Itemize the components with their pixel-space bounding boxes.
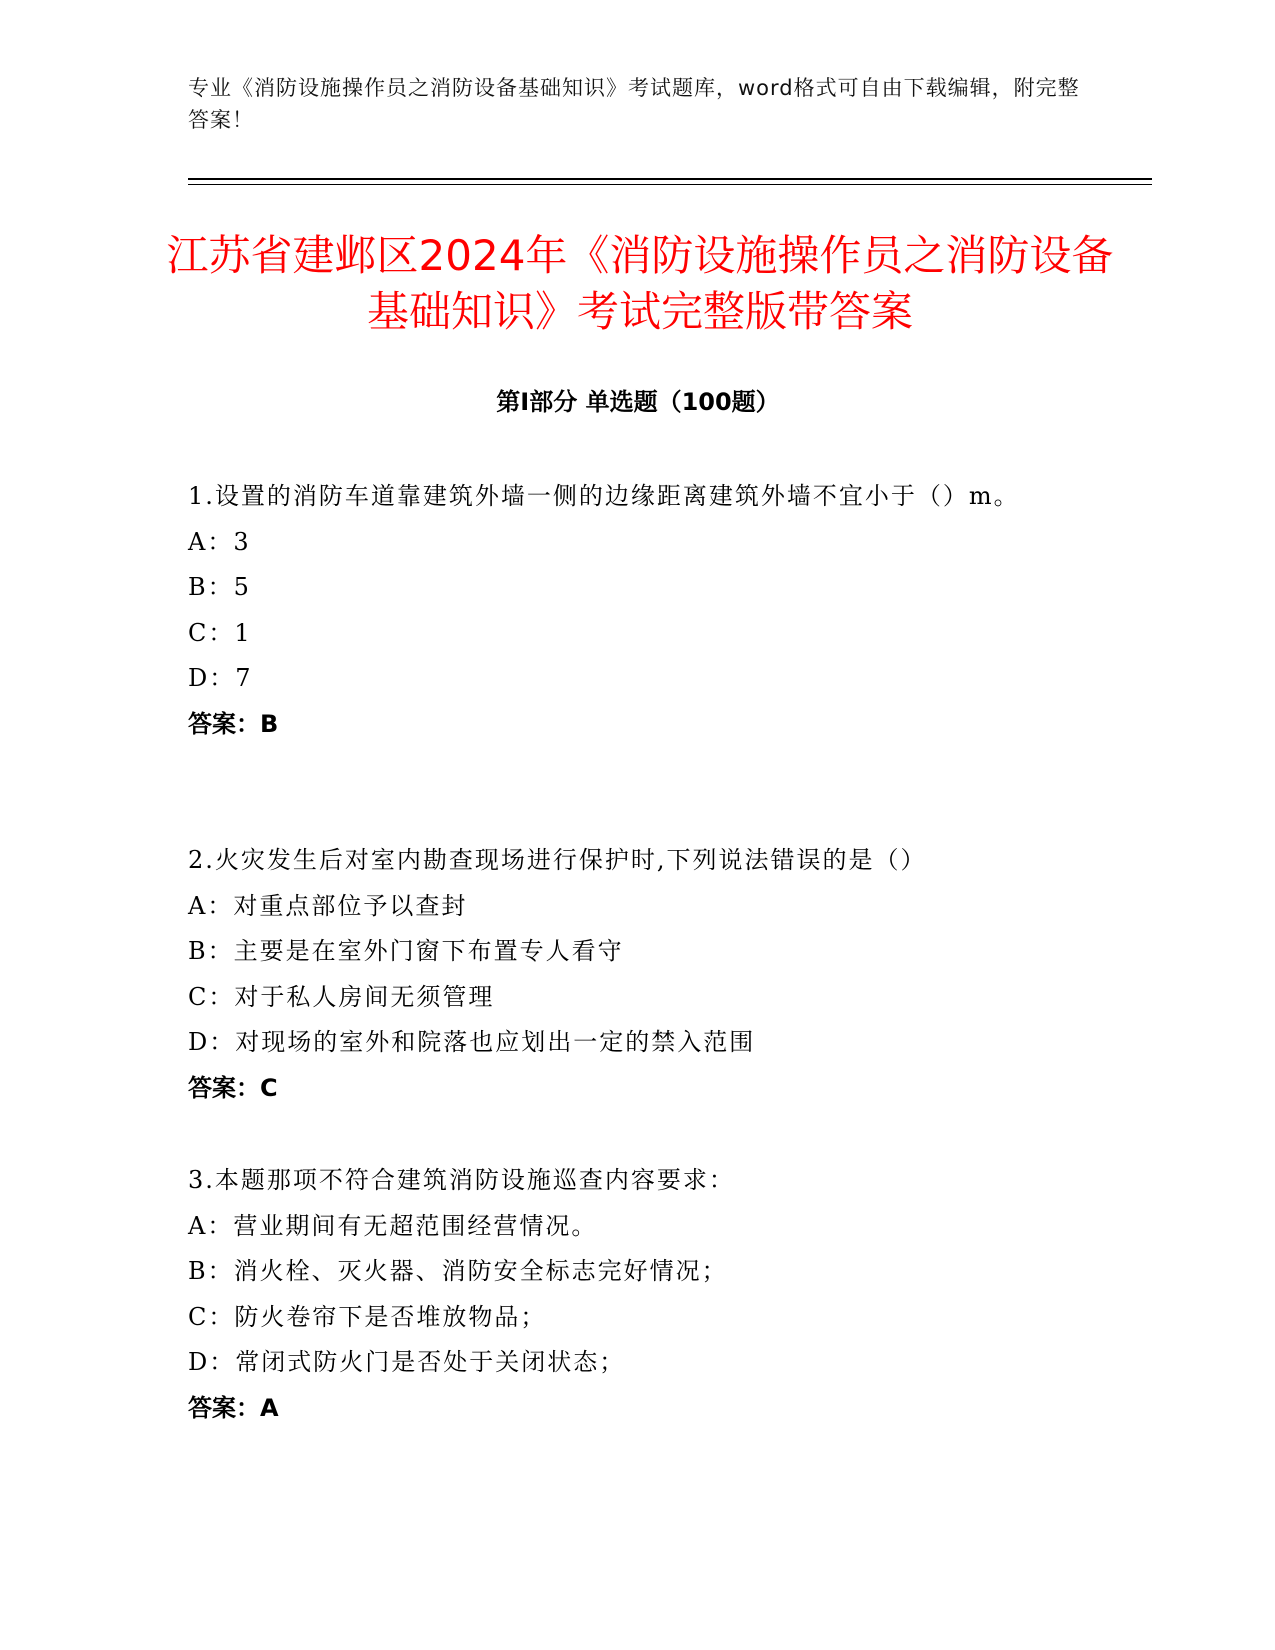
- question-stem: 3.本题那项不符合建筑消防设施巡查内容要求：: [188, 1166, 735, 1194]
- question-1: [188, 474, 1088, 747]
- document-title: 江苏省建邺区2024年《消防设施操作员之消防设备基础知识》考试完整版带答案: [166, 231, 1114, 336]
- header-note: 专业《消防设施操作员之消防设备基础知识》考试题库，word格式可自由下载编辑，附完整答案！: [188, 76, 1080, 132]
- answer: 答案：B: [188, 709, 279, 738]
- option-a: A：营业期间有无超范围经营情况。: [188, 1211, 598, 1240]
- answer: 答案：A: [188, 1393, 279, 1422]
- option-b: B：消火栓、灭火器、消防安全标志完好情况；: [188, 1257, 728, 1285]
- question-stem: 2.火灾发生后对室内勘查现场进行保护时,下列说法错误的是（）: [188, 846, 927, 874]
- header-divider-thin: [188, 184, 1152, 185]
- option-b: B：5: [188, 573, 251, 601]
- header-divider-thick: [188, 178, 1152, 180]
- option-a: A：3: [188, 527, 251, 556]
- question-2: [188, 838, 1088, 1111]
- option-a: A：对重点部位予以查封: [188, 891, 468, 920]
- question-stem: 1.设置的消防车道靠建筑外墙一侧的边缘距离建筑外墙不宜小于（）m。: [188, 482, 1020, 510]
- option-c: C：防火卷帘下是否堆放物品；: [188, 1302, 547, 1331]
- answer: 答案：C: [188, 1073, 278, 1102]
- option-c: C：对于私人房间无须管理: [188, 982, 495, 1011]
- option-d: D：7: [188, 664, 253, 692]
- section-title: 第Ⅰ部分 单选题（100题）: [496, 388, 780, 416]
- option-d: D：对现场的室外和院落也应划出一定的禁入范围: [188, 1028, 756, 1056]
- option-d: D：常闭式防火门是否处于关闭状态；: [188, 1348, 626, 1376]
- option-b: B：主要是在室外门窗下布置专人看守: [188, 937, 624, 965]
- question-3: [188, 1158, 1088, 1431]
- option-c: C：1: [188, 618, 252, 647]
